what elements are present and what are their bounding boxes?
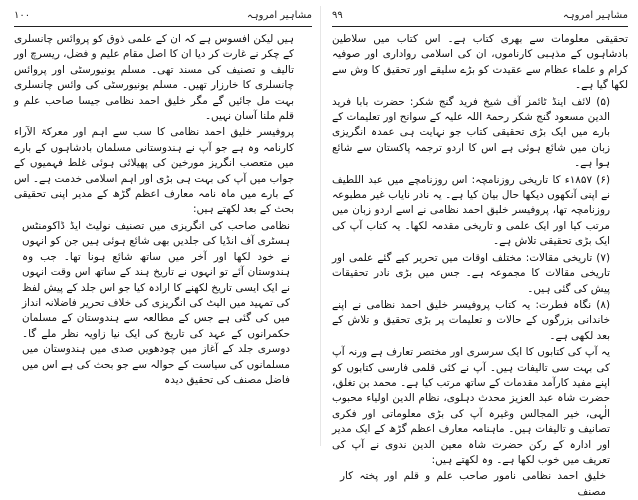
left-page-number: ۱۰۰ [14, 10, 31, 21]
right-paragraph-1: تحقیقی معلومات سے بھری کتاب ہے۔ اس کتاب میں سلاطین بادشاہوں کے مذہبی کارناموں، ان کی اسلامی رواداری اور صوفیہ کرام و علماء عظام سے عقیدت کو بڑے سلیقے اور تحقیق کا وش سے لکھا گیا ہے۔ [332, 33, 628, 92]
left-running-title: مشاہیر امروہہ [246, 10, 312, 21]
book-entry-7: (۷) تاریخی مقالات: مختلف اوقات میں تحریر کیے گئے علمی اور تاریخی مقالات کا مجموعہ ہے۔ جس میں بڑی نادر تحقیقات پیش کی گئی ہیں۔ [332, 251, 610, 295]
left-paragraph-1: ہیں لیکن افسوس ہے کہ ان کے علمی ذوق کو پروائس چانسلری کے چکر نے غارت کر دیا ان کا اصل مقام علیم و فضل، ریسرچ اور تالیف و تصنیف کی مسند تھی۔ مسلم یونیورسٹی اور پروائس چانسلری کا خارزار تھیں۔ مسلم یونیورسٹی کی وائس چانسلری بہت مل جائیں گے مگر خلیق احمد نظامی جیسا صاحب علم و قلم ملنا آسان نہیں۔ [14, 33, 294, 123]
left-page-body [14, 32, 312, 448]
page-gutter [320, 6, 321, 446]
right-page-number: ۹۹ [332, 10, 343, 21]
right-quote-start: خلیق احمد نظامی نامور صاحب علم و قلم اور پختہ کار مصنف [340, 470, 606, 498]
right-running-head [332, 10, 628, 24]
book-entry-5: (۵) لائف اینڈ ٹائمز آف شیخ فرید گنج شکر: حضرت بابا فرید الدین مسعود گنج شکر رحمۃ اللہ علیہ کے سوانح اور تعلیمات کے بارے میں ایک بڑی تحقیقی کتاب جو نہایت ہی عمدہ انگریزی زبان میں شائع ہوئی ہے اس کا اردو ترجمہ پاکستان سے شائع ہوا ہے۔ [332, 95, 610, 170]
right-paragraph-summary: یہ آپ کی کتابوں کا ایک سرسری اور مختصر تعارف ہے ورنہ آپ کی بہت سی تالیفات ہیں۔ آپ نے کئی قلمی فارسی کتابوں کو اپنے مفید کارآمد مقدمات کے ساتھ مرتب کیا ہے۔ محمد بن تغلق، حضرت شاہ عبد العزیز محدث دہلوی، نظام الدین اولیاء محبوب الٰہی، خیر المجالس وغیرہ آپ کی بڑی معلوماتی اور فکری تصانیف و تالیفات ہیں۔ ماہنامہ معارف اعظم گڑھ کے ایک مدیر اور ادارہ کے رکن حضرت شاہ معین الدین ندوی نے آپ کی تعریف میں خوب لکھا ہے۔ وہ لکھتے ہیں: [332, 346, 610, 466]
book-entry-6: (۶) ۱۸۵۷ء کا تاریخی روزنامچہ: اس روزنامچے میں عبد اللطیف نے اپنی آنکھوں دیکھا حال بیان کیا ہے۔ یہ نادر نایاب غیر مطبوعہ روزنامچہ تھا، پروفیسر خلیق احمد نظامی نے اسے اردو زبان میں مرتب کیا اور ایک علمی و تاریخی مقدمہ لکھا۔ یہ کتاب آپ کی ایک بڑی تحقیقی تلاش ہے۔ [332, 173, 610, 248]
left-running-head [14, 10, 312, 24]
left-block-quote: نظامی صاحب کی انگریزی میں تصنیف نولیٹ ایڈ ڈاکومنٹس ہسٹری آف انڈیا کی جلدیں بھی شائع ہوئی ہیں جن کو انہوں نے خود لکھا اور آخر میں ساتھ شائع ہونا تھا۔ جب وہ ہندوستان آئے تو انہوں نے تاریخ ہند کے ساتھ اس وقت انہوں نے ایک ایسی تاریخ لکھنے کا ارادہ کیا جو اس جلد کے پیش لفظ کی تمہید میں الیٹ کی انگریزی کی خلاف تحریر فاضلانہ انداز میں کی گئی ہے جس کے مطالعہ سے ہندوستان کے مسلمان حکمرانوں کے عہد کی تاریخ کی ایک نیا زاویہ نظر ملے گا۔ دوسری جلد کے آغاز میں چودھویں صدی میں ہندوستان میں مسلمانوں کی سیاست کے حوالہ سے جو بحث کی ہے اس میں فاضل مصنف کی تحقیق دیدہ [22, 219, 290, 386]
book-entry-8: (۸) نگاہ فطرت: یہ کتاب پروفیسر خلیق احمد نظامی نے اپنے خاندانی بزرگوں کے حالات و تعلیمات پر بڑی تحقیق و تلاش کے بعد لکھی ہے۔ [332, 298, 610, 342]
right-page-body [332, 32, 628, 498]
right-header-rule [332, 26, 628, 27]
right-running-title: مشاہیر امروہہ [562, 10, 628, 21]
left-header-rule [14, 26, 312, 27]
right-page [332, 0, 628, 498]
left-paragraph-2: پروفیسر خلیق احمد نظامی کا سب سے اہم اور معرکۃ الآراء کارنامہ وہ ہے جو آپ نے ہندوستانی مسلمان بادشاہوں کے بارے میں متعصب انگریز مورخین کی پھیلائی ہوئی غلط فہمیوں کے جواب میں آپ کی بہت ہی بڑی اور اہم اسلامی خدمت ہے۔ اس کے بارے میں ماہ نامہ معارف اعظم گڑھ کے مدیر اپنی تحقیقی بحث کے بعد لکھتے ہیں: [14, 126, 294, 216]
left-page [14, 0, 312, 452]
